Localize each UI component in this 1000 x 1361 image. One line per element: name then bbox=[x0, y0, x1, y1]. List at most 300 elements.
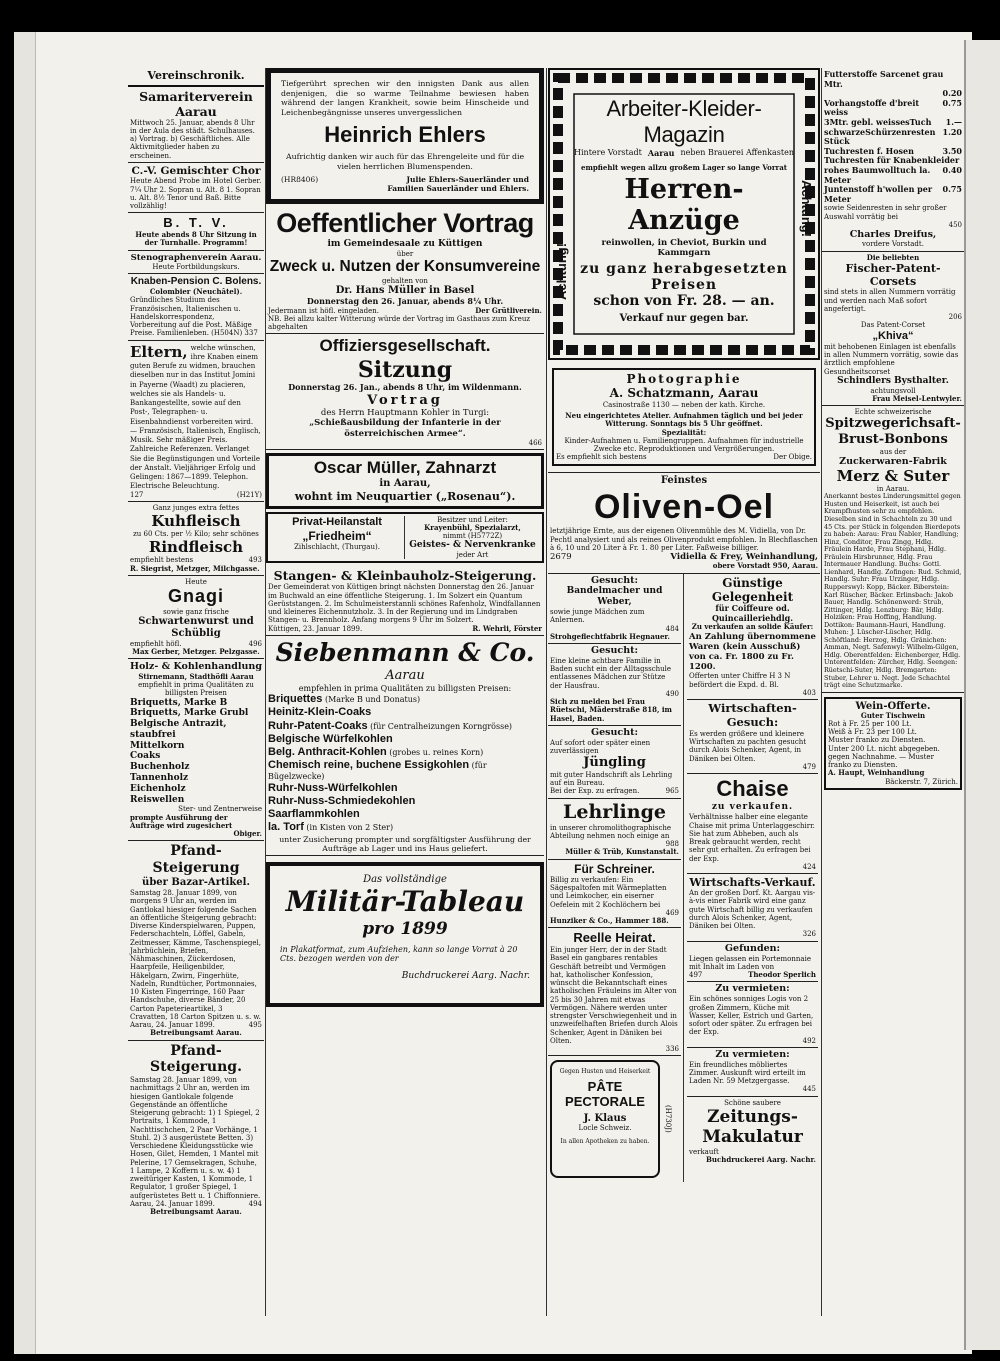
ad-signature: Julie Ehlers-Sauerländer und bbox=[406, 175, 529, 185]
price-item: rohes Baumwolltuch la. Meter bbox=[824, 164, 931, 185]
ad-text: in unserer chromolithographische Abteilung nehmen noch einige an bbox=[550, 823, 672, 840]
ad-number: 494 bbox=[248, 1199, 262, 1208]
ad-signature-2: Familien Sauerländer und Ehlers. bbox=[387, 184, 529, 194]
product-item bbox=[268, 733, 542, 746]
ad-text: zu 60 Cts. per ½ Kilo; sehr schönes bbox=[133, 530, 259, 539]
ad-title: Zeitungs-Makulatur bbox=[702, 1106, 803, 1148]
vereinschronik-header bbox=[128, 68, 264, 87]
ad-reelle-heirat bbox=[548, 928, 681, 1056]
ad-title: Pfand-Steigerung bbox=[152, 843, 240, 877]
price-value: 3.50 bbox=[942, 145, 962, 156]
price-row bbox=[824, 166, 962, 185]
product-item: Belgische Antrazit, staubfrei bbox=[130, 719, 227, 740]
product-name: Briquettes bbox=[268, 693, 323, 706]
ad-subtitle: Colombier (Neuchâtel). bbox=[149, 287, 243, 297]
ad-signature: Der Obige. bbox=[773, 453, 812, 462]
ad-intro: Die beliebten bbox=[866, 252, 920, 262]
ad-text: Heute Fortbildungskurs. bbox=[152, 262, 240, 271]
product-detail: (grobes u. reines Korn) bbox=[386, 747, 484, 757]
ad-zu-vermieten-1 bbox=[687, 982, 818, 1047]
product-detail: (in Kisten von 2 Ster) bbox=[303, 823, 394, 833]
ad-text: Bei der Exp. zu erfragen. bbox=[550, 787, 640, 796]
ad-signature: A. Haupt, Weinhandlung bbox=[828, 768, 925, 778]
ad-signature: Max Gerber, Metzger. Pelzgasse. bbox=[132, 647, 260, 657]
ad-signature: Buchdruckerei Aarg. Nachr. bbox=[705, 1155, 816, 1164]
price-item: Juntenstoff h'wollen per Meter bbox=[824, 184, 933, 204]
ad-text: jeder Art bbox=[456, 551, 489, 560]
ad-chaise bbox=[687, 774, 818, 874]
ad-offiziersgesellschaft bbox=[266, 334, 544, 450]
ad-text: empfiehlt in prima Qualitäten zu billigsten Preisen bbox=[138, 681, 254, 698]
ad-number: 988 bbox=[665, 840, 679, 849]
ad-date: Aarau, 24. Januar 1899. bbox=[130, 1021, 215, 1030]
ad-number: 469 bbox=[665, 908, 679, 917]
ad-title: C.-V. Gemischter Chor bbox=[131, 164, 261, 177]
ad-gesucht-maedchen bbox=[548, 644, 681, 726]
product-item bbox=[268, 821, 542, 834]
ad-title: Gesucht: bbox=[591, 645, 638, 657]
ad-text: Billig zu verkaufen: Ein Sägespaltofen mit Wärmeplatten und Leimkocher, ein eiserner Oefelein mit 2 Kochlöchern bei bbox=[550, 875, 667, 909]
price-item: schwarzeSchürzenresten Stück bbox=[824, 126, 936, 147]
ad-militaer-tableau bbox=[266, 862, 544, 1007]
ad-intro: Feinstes bbox=[660, 474, 708, 486]
ad-knaben-pension bbox=[128, 274, 264, 341]
ad-wirtschaften-gesuch bbox=[687, 700, 818, 774]
ad-eltern-institut bbox=[128, 341, 264, 502]
ad-number: 326 bbox=[802, 930, 816, 939]
ad-subtitle: „Friedheim“ bbox=[302, 528, 372, 543]
ad-gefunden bbox=[687, 942, 818, 983]
section-title: Vereinschronik. bbox=[147, 69, 245, 82]
ad-number: 336 bbox=[665, 1045, 679, 1053]
ad-title: Wein-Offerte. bbox=[855, 700, 931, 712]
product-name: Chemisch reine, buchene Essigkohlen bbox=[268, 759, 470, 772]
ad-title: Kuhfleisch bbox=[151, 512, 241, 531]
ad-signature: Betreibungsamt Aarau. bbox=[150, 1207, 242, 1217]
ad-text: empfiehlt höfl. bbox=[130, 639, 182, 648]
ad-text: sowie ganz frische bbox=[163, 607, 229, 616]
ad-firm: Strohgeflechtfabrik Hegnauer. bbox=[550, 631, 670, 641]
page-edge bbox=[14, 32, 36, 1354]
ad-stangen-steigerung bbox=[266, 566, 544, 636]
ad-text: Samstag 28. Januar 1899, von morgens 9 Uhr an, werden im Gantlokal hiesiger folgende Sachen an öffentliche Steigerung gebracht: Diverse Kinderspielwaren, Puppen, Federschachteln, Löffel, Gabeln, Zeitmesser, Kämme, Taschenspiegel, Jahrbüchlein, Briefen, Nähmaschinen, Zückerdosen, Haarpfeile, Heiligenbilder, Häkelgarn, Zwirn, Fingerhüte, Nadeln, Rundtücher, Portmonnaies, 10 Kisten Fingerringe, 160 Paar Handschuhe, diverse Bänder, 20 Carton Papeterieartikel, 3 Cravatten, 18 Carton Spitzen u. s. w. bbox=[130, 889, 261, 1021]
ad-firm: J. Klaus bbox=[583, 1113, 627, 1125]
ad-headline: Herren-Anzüge bbox=[624, 174, 744, 237]
column-3 bbox=[548, 68, 820, 1314]
ad-code: (H21Y) bbox=[236, 490, 262, 499]
product-item: Briquetts, Marke Grubl bbox=[130, 708, 249, 719]
ad-signature: Theodor Sperlich bbox=[748, 970, 816, 980]
ad-subtitle: Sitzung bbox=[357, 356, 453, 383]
ad-text: Verhältnisse halber eine elegante Chaise mit prima Unterlaggeschirr. Sie hat zum Abheben, auch als Break gebraucht werden, recht sehr gut erhalten. Zu erfragen bei der Exp. bbox=[689, 813, 815, 863]
ad-subtitle-2: Vortrag bbox=[367, 392, 443, 408]
ad-number: 445 bbox=[802, 1085, 816, 1094]
ad-text: Das Patent-Corset bbox=[860, 321, 926, 330]
ad-signature: R. Siegrist, Metzger, Milchgasse. bbox=[130, 563, 260, 573]
ad-number: 493 bbox=[248, 556, 262, 565]
ad-title: Wirtschafts-Verkauf. bbox=[689, 876, 816, 890]
ad-code: nimmt (H5772Z) bbox=[442, 532, 503, 541]
product-name: Belg. Anthracit-Kohlen bbox=[268, 745, 387, 758]
logo-arc-text-2: In allen Apotheken zu haben. bbox=[560, 1138, 650, 1146]
ad-title: Fischer-Patent-Corsets bbox=[845, 261, 941, 289]
side-label-left: Achtung! bbox=[554, 242, 569, 300]
ad-text: sowie junge Mädchen zum Anlernen. bbox=[550, 608, 645, 625]
ad-number: 492 bbox=[802, 1036, 816, 1045]
ad-heilanstalt-friedheim bbox=[266, 512, 544, 564]
product-item bbox=[268, 746, 542, 759]
ad-title: Stangen- & Kleinbauholz-Steigerung. bbox=[273, 568, 537, 584]
price-value: 0.40 bbox=[942, 164, 962, 175]
ad-number: 127 bbox=[130, 490, 144, 499]
product-name: Ruhr-Nuss-Würfelkohlen bbox=[268, 781, 398, 794]
ad-gnagi bbox=[128, 576, 264, 660]
ad-title: Lehrlinge bbox=[563, 800, 666, 823]
ad-lehrlinge bbox=[548, 799, 681, 860]
ad-title: Gefunden: bbox=[724, 942, 781, 954]
ad-title: Pfand-Steigerung. bbox=[150, 1042, 242, 1076]
product-item bbox=[268, 782, 542, 795]
ad-subtitle: Guter Tischwein bbox=[860, 710, 926, 720]
ad-address-2: neben Brauerei Affenkasten bbox=[680, 148, 794, 157]
ad-signature: Obiger. bbox=[233, 829, 262, 839]
wine-price-line: Weiß à Fr. 23 per 100 Lt. bbox=[828, 728, 917, 737]
ad-text: An der großen Dorf. Kt. Aargau vis-à-vis einer Fabrik wird eine ganz gute Wirtschaft billig zu verkaufen durch Alois Schenker, Agent, Däniken bei Olten. bbox=[689, 889, 816, 931]
ad-gesucht-juengling bbox=[548, 726, 681, 799]
ad-text: unter Zusicherung prompter und sorgfältigster Ausführung der Aufträge ab Lager und ins Haus geliefert. bbox=[279, 834, 531, 853]
ad-text: Ein junger Herr, der in der Stadt Basel ein gangbares rentables Geschäft betreibt und Vermögen hat, katholischer Konfession, wünscht die Bekanntschaft eines katholischen Fräuleins im Alter von 25 bis 30 Jahren mit etwas Vermögen. Nähere werden unter strengster Verschwiegenheit und in unzweifelhaften Briefen durch Alois Schenker, Agent in Däniken bei Olten. bbox=[550, 946, 678, 1045]
ad-note: Verkauf nur gegen bar. bbox=[619, 313, 749, 325]
ad-title: Gesucht: bbox=[591, 574, 638, 586]
ad-title: Zu vermieten: bbox=[715, 1048, 790, 1060]
ad-firm: Hunziker & Co., Hammer 188. bbox=[550, 916, 669, 926]
ad-number: 496 bbox=[248, 639, 262, 648]
ad-text: aus der bbox=[879, 447, 907, 456]
product-name: Ruhr-Patent-Coaks bbox=[268, 719, 368, 732]
product-item bbox=[268, 759, 542, 782]
ad-title: Arbeiter-Kleider-Magazin bbox=[606, 96, 762, 147]
ad-text: sind stets in allen Nummern vorrätig und werden nach Maß sofort angefertigt. bbox=[824, 288, 956, 313]
ad-text: über bbox=[396, 249, 414, 258]
ad-text: in Plakatformat, zum Aufziehen, kann so lange Vorrat à 20 Cts. bezogen werden von der bbox=[280, 944, 518, 963]
ad-subtitle: über Bazar-Artikel. bbox=[142, 877, 250, 889]
ad-number: 490 bbox=[665, 689, 679, 698]
product-detail: (für Bügelzwecke) bbox=[268, 761, 487, 782]
ad-date: Aarau, 24. Januar 1899. bbox=[130, 1199, 215, 1208]
ad-text: gehalten von bbox=[382, 276, 428, 285]
ad-text: Neu eingerichtetes Atelier. Aufnahmen täglich und bei jeder Witterung. Sonntags bis 5 Uhr geöffnet. bbox=[565, 411, 803, 429]
ad-topic: „Schießausbildung der Infanterie in der österreichischen Armee“. bbox=[309, 418, 501, 439]
ad-intro: empfiehlt wegen allzu großem Lager so lange Vorrat bbox=[581, 163, 787, 172]
ad-text: Aufrichtig danken wir auch für das Ehrengeleite und für die vielen herrlichen Blumenspenden. bbox=[285, 152, 525, 171]
ad-number: 479 bbox=[802, 762, 816, 771]
column-rule bbox=[546, 68, 547, 1316]
price-value: 0.75 bbox=[942, 184, 962, 195]
wine-price-line: Rot à Fr. 25 per 100 Lt. bbox=[828, 719, 912, 728]
ad-text: Ein schönes sonniges Logis von 2 großen Zimmern, Küche mit Wasser, Keller, Estrich und Garten, sofort oder später. Zu erfragen bei der Exp. bbox=[689, 995, 814, 1037]
ad-title: Wirtschaften-Gesuch: bbox=[708, 701, 797, 730]
ad-number: 2679 bbox=[550, 552, 572, 563]
price-item: 3Mtr. gebl. weissesTuch bbox=[824, 116, 932, 127]
ad-title: Reelle Heirat. bbox=[573, 930, 656, 946]
ad-subtitle: pro 1899 bbox=[362, 918, 448, 939]
ad-address: Casinostraße 1130 — neben der kath. Kirche. bbox=[602, 400, 766, 409]
logo-arc-text: Gegen Husten und Heiserkeit bbox=[559, 1068, 651, 1076]
ad-text: empfiehlt bestens bbox=[130, 556, 194, 565]
product-item: Tannenholz bbox=[130, 773, 189, 784]
ad-zu-vermieten-2 bbox=[687, 1048, 818, 1097]
product-name: Belgische Würfelkohlen bbox=[268, 732, 393, 745]
ad-title: B. T. V. bbox=[163, 215, 229, 231]
ad-text: Eine kleine achtbare Familie in Baden sucht ein der Alltagsschule entlassenes Mädchen zur Stütze der Hausfrau. bbox=[550, 656, 672, 690]
price-value: 1.— bbox=[945, 116, 962, 127]
ad-subtitle: Schwartenwurst und Schüblig bbox=[138, 615, 254, 639]
ad-note: NB. Bei allzu kalter Witterung würde der Vortrag im Gasthaus zum Kreuz abgehalten bbox=[268, 314, 531, 332]
price-list bbox=[824, 70, 962, 204]
ad-title: Eltern, bbox=[130, 342, 188, 361]
ad-title: Oscar Müller, Zahnarzt bbox=[313, 458, 497, 478]
product-list bbox=[130, 698, 262, 806]
product-name: la. Torf bbox=[268, 821, 304, 834]
ad-title: Offiziersgesellschaft. bbox=[319, 336, 491, 356]
ad-subtitle: Bandelmacher und Weber, bbox=[566, 586, 663, 608]
price-item: Tuchresten f. Hosen bbox=[824, 145, 914, 156]
ad-futterstoffe bbox=[822, 68, 964, 252]
product-item: Reiswellen bbox=[130, 794, 185, 805]
ad-name: A. Schatzmann, Aarau bbox=[609, 386, 759, 401]
ad-oscar-mueller bbox=[266, 453, 544, 509]
ad-text: Mittwoch 25. Januar, abends 8 Uhr in der Aula des städt. Schulhauses. a) Vortrag. b) Geschäftliches. Alle Aktivmitglieder haben zu erscheinen. bbox=[130, 118, 255, 160]
ad-title: Holz- & Kohlenhandlung bbox=[130, 661, 262, 673]
ad-signature: Betreibungsamt Aarau. bbox=[150, 1028, 242, 1038]
column-2 bbox=[266, 68, 544, 1318]
ad-text: verkauft bbox=[689, 1147, 719, 1156]
ad-code: (H730J) bbox=[664, 1105, 672, 1134]
ad-text: Gründliches Studium des Französischen, Italienischen u. Handelskorrespondenz, Vorbereitung auf die Post. Mäßige Preise. Familienleben. (H504N) 337 bbox=[130, 296, 258, 338]
ad-arbeiter-kleider-magazin bbox=[548, 68, 820, 360]
ad-text: sowie Seidenresten in sehr großer Auswahl vorrätig bei bbox=[824, 204, 947, 221]
ad-signature: Buchdruckerei Aarg. Nachr. bbox=[401, 970, 530, 981]
ad-title: Oeffentlicher Vortrag bbox=[276, 208, 534, 239]
product-detail: (für Centralheizungen Korngrösse) bbox=[367, 721, 513, 731]
ad-text: im Gemeindesaale zu Küttigen bbox=[327, 239, 483, 250]
product-item: Eichenholz bbox=[130, 783, 186, 794]
price-row bbox=[824, 185, 962, 204]
ad-text: achtungsvoll bbox=[870, 386, 916, 395]
ad-text: Auf sofort oder später einen zuverlässigen bbox=[550, 738, 651, 756]
ad-address: Bäckerstr. 7, Zürich. bbox=[885, 777, 958, 786]
ad-title: Knaben-Pension C. Bolens. bbox=[130, 276, 262, 288]
ad-holz-kohlen bbox=[128, 659, 264, 841]
column-1 bbox=[128, 68, 264, 1316]
ad-text: Besitzer und Leiter: bbox=[437, 515, 508, 524]
ad-btv bbox=[128, 213, 264, 250]
product-name: Heinitz-Klein-Coaks bbox=[268, 706, 372, 719]
ad-code: (HR8406) bbox=[281, 175, 319, 185]
ad-wirtschafts-verkauf bbox=[687, 874, 818, 942]
ad-intro: Echte schweizerische bbox=[854, 408, 932, 417]
ad-text: in Aarau, bbox=[379, 478, 431, 490]
ad-signature: Der Grütliverein. bbox=[475, 305, 542, 315]
ad-title: Siebenmann & Co. bbox=[275, 637, 535, 667]
ad-text: letztjährige Ernte, aus der eigenen Olivenmühle des M. Vidiella, von Dr. Pechtl analysiert und als reines Olivenprodukt empfohlen. In Blechflaschen à 6, 10 und 20 Liter à Fr. 1. 80 per Liter. Faßweise billiger. bbox=[550, 527, 818, 552]
ad-corsets bbox=[822, 252, 964, 406]
ad-text: An Zahlung übernommene Waren (kein Ausschuß) von ca. Fr. 1800 zu Fr. 1200. bbox=[689, 631, 816, 673]
ad-signature: Charles Dreifus, bbox=[849, 229, 937, 241]
ad-subtitle: für Coiffeure od. Quincailleriehdlg. bbox=[711, 603, 794, 623]
ad-city: in Aarau. bbox=[876, 485, 910, 494]
ad-signature: Frau Meisel-Lentwyler. bbox=[872, 393, 962, 403]
wine-price-line: Muster franko zu Diensten. bbox=[828, 736, 926, 745]
ad-number: 403 bbox=[802, 688, 816, 697]
ad-subtitle: zu verkaufen. bbox=[711, 802, 794, 813]
ad-date: Donnerstag 26. Jan., abends 8 Uhr, im Wildenmann. bbox=[288, 382, 522, 393]
ad-text: prompte Ausführung der Aufträge wird zugesichert bbox=[130, 812, 233, 830]
ad-number: 206 bbox=[948, 313, 962, 322]
ad-subtitle: Zweck u. Nutzen der Konsumvereine bbox=[269, 258, 541, 276]
ad-text: Liegen gelassen ein Portemonnaie mit Inhalt im Laden von bbox=[689, 954, 811, 971]
column-4 bbox=[822, 68, 964, 1314]
ad-kuhfleisch bbox=[128, 502, 264, 576]
ad-oeffentlicher-vortrag bbox=[266, 206, 544, 334]
product-item bbox=[268, 808, 542, 821]
ad-title: Heinrich Ehlers bbox=[324, 121, 486, 147]
ad-title: Günstige Gelegenheit bbox=[711, 575, 794, 604]
ad-title: Militär-Tableau bbox=[285, 885, 525, 919]
product-item bbox=[268, 706, 542, 719]
product-name: Ruhr-Nuss-Schmiedekohlen bbox=[268, 795, 416, 808]
product-list bbox=[268, 693, 542, 834]
ad-title: Gnagi bbox=[167, 586, 224, 607]
price-list bbox=[828, 720, 958, 753]
ad-siebenmann bbox=[266, 636, 544, 856]
ad-text: mit behobenen Einlagen ist ebenfalls in allen Nummern vorrätig, sowie das ärztlich empfohlene Gesundheitscorset bbox=[824, 342, 959, 376]
ad-pate-pectorale bbox=[548, 1056, 681, 1182]
product-item: Buchenholz bbox=[130, 762, 190, 773]
ad-stenographenverein bbox=[128, 251, 264, 274]
price-row bbox=[824, 99, 962, 118]
product-item: Coaks bbox=[130, 751, 161, 762]
price-item: Vorhangstoffe d'breit weiss bbox=[824, 97, 920, 118]
price-item: Tuchresten für Knabenkleider bbox=[824, 155, 960, 166]
wine-price-line: Unter 200 Lt. nicht abgegeben. bbox=[828, 744, 940, 753]
ad-gesucht-bandelmacher bbox=[548, 574, 681, 645]
ad-pfand-steigerung-1 bbox=[128, 841, 264, 1040]
ad-text: gegen Nachnahme. — Muster franko zu Diensten. bbox=[828, 752, 934, 770]
product-item bbox=[268, 720, 542, 733]
ad-subtitle: Zuckerwaren-Fabrik bbox=[839, 455, 947, 467]
ad-oliven-oel bbox=[548, 472, 820, 574]
ad-address: Sich zu melden bei Frau Rüetschi, Mäderstraße 818, im Hasel, Baden. bbox=[550, 697, 672, 723]
ad-side-note: Ster- und Zentnerweise bbox=[178, 805, 262, 814]
ad-intro: Ganz junges extra fettes bbox=[152, 503, 240, 512]
ad-text: Anerkannt bestes Linderungsmittel gegen Husten und Heiserkeit, ist auch bei Krampfhusten sehr zu empfehlen. Dieselben sind in Schachteln zu 30 und 45 Cts. per Stück in folgenden Bierdepots zu haben: Aarau: Frau Nabler, Handlung; Hinz, Conditor, Frau Zingg, Hdlg. Fräulein Harde, Frau Stephani, Hdlg. Fräulein Hirsbrunner, Hdlg. Frau Intermauer Handlung. Buchs: Gottl. Lienhard, Handlg. Zofingen: Rud. Schmid, Handlg. Suhr: Frau Urzinger, Hdlg. Rupperswyl: Kopp, Bäcker. Biberstein: Karl Rüscher, Bäcker. Erlinsbach: Jakob Bauer, Handlg. Schönenwerd: Strub, Zittinger, Hdlg. Lenzburg: Bär, Hdlg. Holziken: Frau Hoffing, Handlung. Dottikon: Baumann-Hauri, Handlung. Muhen: J. Lüscher-Lüscher, Hdlg. Schöftland: Herzog, Hdlg. Gränichen: Amman, Negt. Safenwyl: Wilhelm-Gilgen, Hdlg. Oberentfelden: Eichenberger, Hdlg. Unterentfelden: Zürcher, Hdlg. Seengen: Rüetschi-Suter, Hdlg. Bremgarten: Stuber, Lehrer u. Negt. Jede Schachtel trägt eine Schutzmarke. bbox=[824, 492, 962, 690]
ad-number: 466 bbox=[528, 438, 542, 447]
ad-doctor: Krayenbühl, Spezialarzt, bbox=[424, 522, 521, 532]
ad-firm: Merz & Suter bbox=[836, 467, 950, 486]
ad-firm: Müller & Trüb, Kunstanstalt. bbox=[565, 847, 679, 857]
ad-text: empfehlen in prima Qualitäten zu billigsten Preisen: bbox=[298, 683, 512, 693]
ad-ehlers-dank bbox=[266, 68, 544, 204]
ad-place: Locle Schweiz. bbox=[578, 1124, 632, 1133]
ad-text: Es empfiehlt sich bestens bbox=[556, 453, 647, 462]
ad-title: Für Schreiner. bbox=[574, 861, 655, 876]
ad-text: mit guter Handschrift als Lehrling auf ein Bureau. bbox=[550, 770, 673, 788]
ad-signature: R. Wehrli, Förster bbox=[472, 623, 542, 633]
ad-pfand-steigerung-2 bbox=[128, 1041, 264, 1219]
ad-price: schon von Fr. 28. — an. bbox=[593, 293, 775, 310]
ad-samariterverein bbox=[128, 87, 264, 163]
ad-speaker: des Herrn Hauptmann Kohler in Turgi: bbox=[320, 408, 490, 419]
ad-price-line: zu ganz herabgesetzten Preisen bbox=[580, 261, 788, 294]
ad-text: Jedermann ist höfl. eingeladen. bbox=[268, 306, 379, 315]
ad-number: 424 bbox=[802, 862, 816, 871]
price-value: 0.75 bbox=[942, 97, 962, 108]
ad-number: 495 bbox=[248, 1021, 262, 1030]
ad-intro: Heute bbox=[185, 577, 207, 586]
ad-speaker: Dr. Hans Müller in Basel bbox=[335, 284, 475, 296]
product-item bbox=[268, 693, 542, 706]
ad-text: Zu verkaufen an solide Käufer: bbox=[691, 622, 814, 632]
ad-subtitle: Stirnemann, Stadthöfli Aarau bbox=[138, 671, 254, 681]
ad-title: Samariterverein Aarau bbox=[139, 88, 253, 119]
ad-wein-offerte bbox=[824, 697, 962, 790]
ad-subtitle: Spezialität: bbox=[661, 427, 707, 437]
ad-title-2: Rindfleisch bbox=[148, 538, 244, 557]
ad-text: Ein freundliches möbliertes Zimmer. Auskunft wird erteilt im Laden Nr. 59 Metzgergasse. bbox=[689, 1060, 806, 1086]
ad-number: 965 bbox=[665, 787, 679, 796]
ad-gemischter-chor bbox=[128, 163, 264, 214]
ad-spitzwegerich-bonbons bbox=[822, 406, 964, 693]
ad-number: 484 bbox=[665, 624, 679, 633]
ad-title: Privat-Heilanstalt bbox=[292, 515, 382, 528]
ad-title: Stenographenverein Aarau. bbox=[130, 252, 262, 263]
ad-address: vordere Vorstadt. bbox=[862, 240, 924, 249]
price-value: 0.20 bbox=[942, 88, 962, 99]
adjacent-page-edge bbox=[964, 40, 1000, 1350]
price-value: 1.20 bbox=[942, 126, 962, 137]
ad-text: Der Gemeinderat von Küttigen bringt nächsten Donnerstag den 26. Januar im Buchwald an eine öffentliche Steigerung. 1. Im Solzert ein Quantum Gerüststangen. 2. Im Schulmeisterstannli schönes Rafenholz, Windfallannen und kleineres Eichennutzholz. 3. In der Regierung und im Lindgraben Stangen- u. Brennholz. Anfang morgens 9 Uhr im Solzert. bbox=[268, 583, 541, 625]
price-row bbox=[824, 70, 962, 89]
ad-intro: Das vollständige bbox=[363, 874, 447, 886]
price-item: Futterstoffe Sarcenet grau Mtr. bbox=[824, 69, 944, 89]
ad-firm: Vidiella & Frey, Weinhandlung, bbox=[670, 552, 818, 563]
ad-zeitungs-makulatur bbox=[687, 1097, 818, 1167]
ad-text: Heute abends 8 Uhr Sitzung in der Turnhalle. Programm! bbox=[135, 230, 257, 248]
product-detail: (Marke B und Donatus) bbox=[322, 695, 421, 705]
ad-subtitle: „Khiva“ bbox=[872, 329, 914, 342]
price-row bbox=[824, 128, 962, 147]
ad-title: Photographie bbox=[626, 372, 742, 386]
ad-date: Küttigen, 23. Januar 1899. bbox=[268, 624, 363, 633]
ad-number: 450 bbox=[948, 220, 962, 229]
ad-place: Zihlschlacht, (Thurgau). bbox=[294, 543, 380, 552]
ad-text: Samstag 28. Januar 1899, von nachmittags 2 Uhr an, werden im hiesigen Gantlokale folgende Gegenstände an öffentliche Steigerung gebracht: 1) 1 Spiegel, 2 Portraits, 1 Kommode, 1 Nachttischchen, 2 Paar Vorhänge, 1 Stuhl. 2) 3 ausgerüstete Betten. 3) Verschiedene Kleidungsstücke wie Hosen, Gilet, Hemden, 1 Mantel mit Pelerine, 17 Gemsekragen, Schuhe, 1 Lampe, 2 Koffern u. s. w. 4) 1 zweitüriger Kasten, 1 Kommode, 1 Regulator, 1 großer Spiegel, 1 aufgerüstetes Bett u. 1 Chiffonniere. bbox=[130, 1076, 261, 1200]
ad-brand: Schindlers Bysthalter. bbox=[837, 375, 949, 386]
ad-guenstige-gelegenheit bbox=[687, 574, 818, 701]
ad-text: Heute Abend Probe im Hotel Gerber. 7¼ Uhr 2. Sopran u. Alt. 8 1. Sopran u. Alt. 8½ Tenor und Baß. Bitte vollzählig! bbox=[130, 177, 262, 211]
ad-text: Offerten unter Chiffre H 3 N befördert die Expd. d. Bl. bbox=[689, 672, 791, 689]
ad-address: Hintere Vorstadt bbox=[574, 148, 642, 157]
ad-text: reinwollen, in Cheviot, Burkin und Kammgarn bbox=[601, 238, 767, 259]
ad-intro: Schöne saubere bbox=[724, 1098, 781, 1107]
product-item: Mittelkorn bbox=[130, 740, 185, 751]
ad-date: Donnerstag den 26. Januar, abends 8¼ Uhr. bbox=[306, 295, 504, 306]
ad-title: Zu vermieten: bbox=[715, 983, 790, 995]
ad-title: Gesucht: bbox=[591, 726, 638, 738]
ad-title: Chaise bbox=[716, 776, 789, 802]
ad-city: Aarau bbox=[647, 148, 675, 158]
